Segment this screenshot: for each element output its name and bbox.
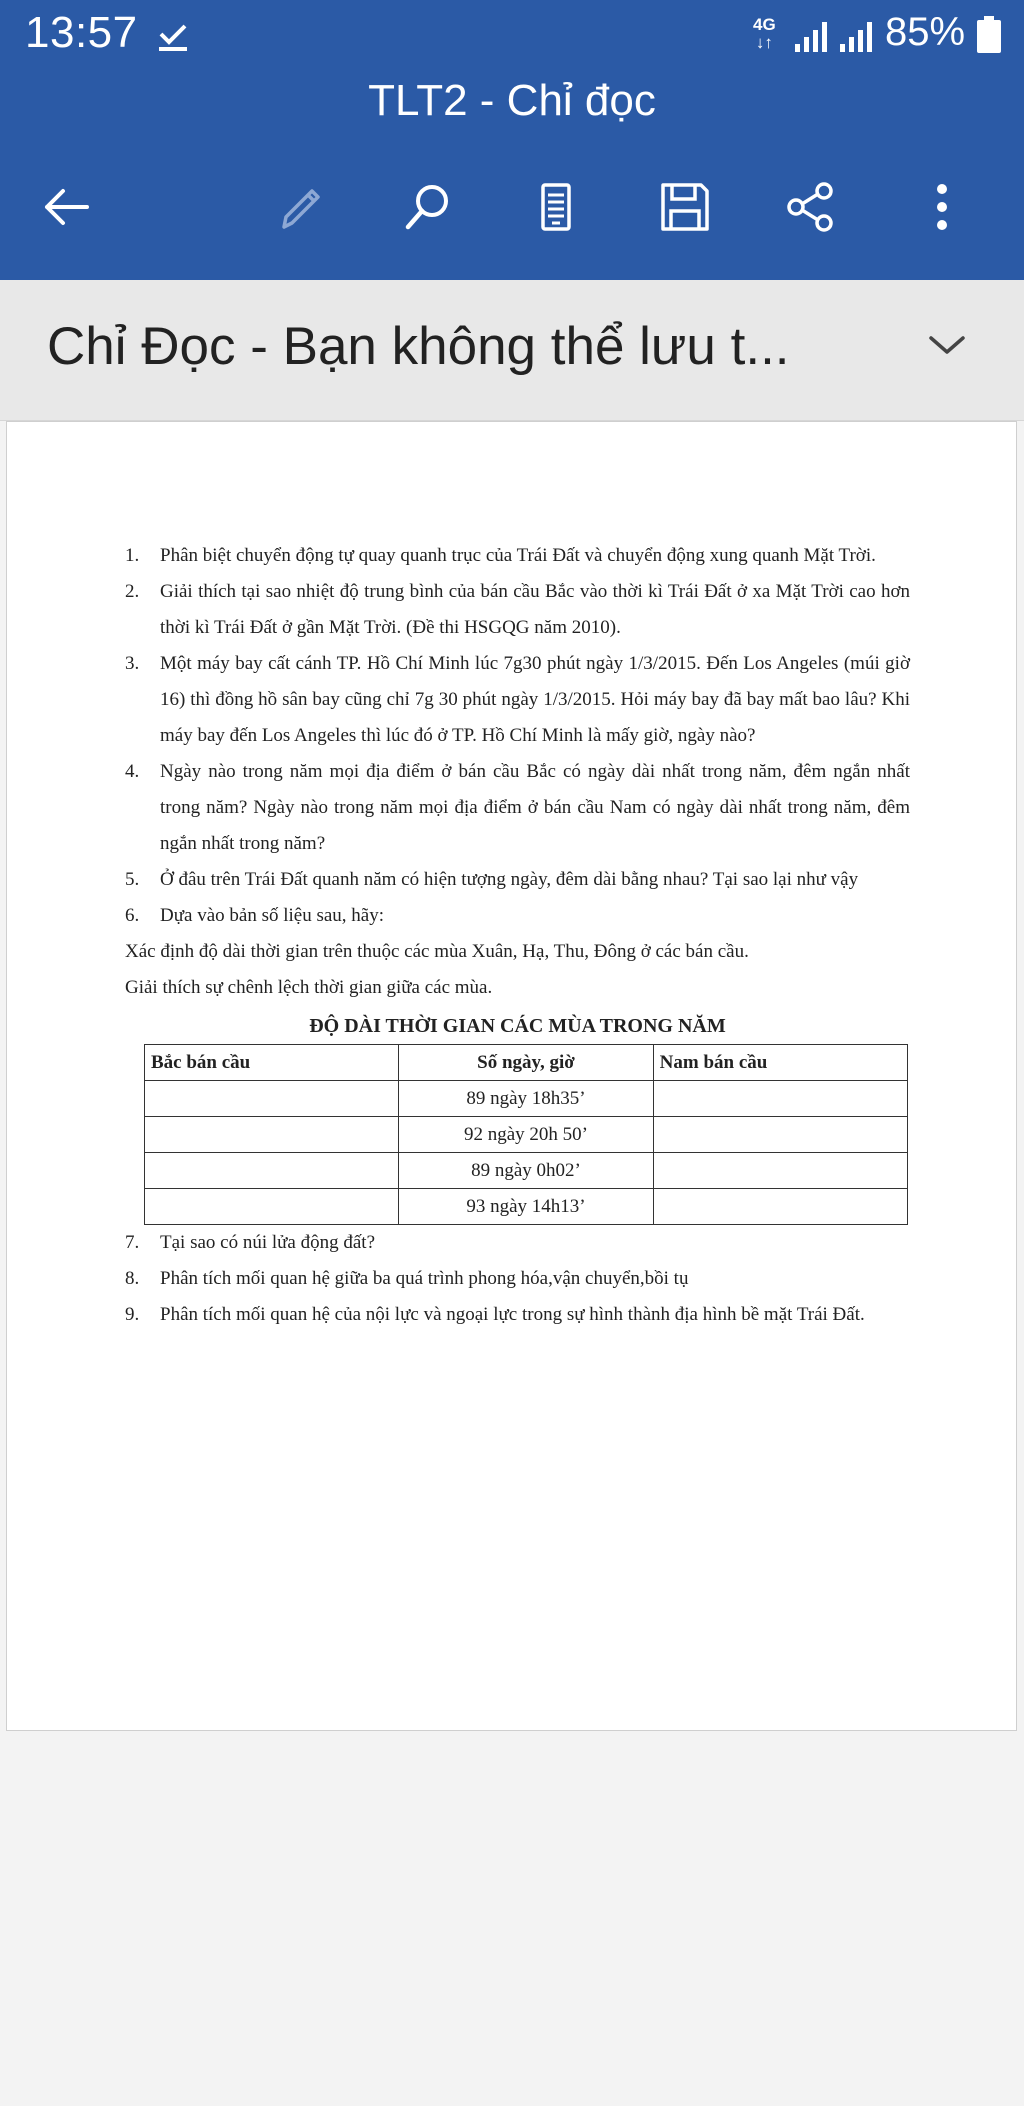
table-header-row bbox=[145, 1045, 908, 1081]
table-cell bbox=[653, 1117, 907, 1153]
list-item: 8. Phân tích mối quan hệ giữa ba quá trình phong hóa,vận chuyển,bồi tụ bbox=[125, 1268, 689, 1289]
share-icon bbox=[784, 179, 840, 235]
table-cell bbox=[145, 1081, 399, 1117]
table-title: ĐỘ DÀI THỜI GIAN CÁC MÙA TRONG NĂM bbox=[309, 1015, 726, 1037]
more-options-button[interactable] bbox=[907, 172, 977, 242]
table-cell: 89 ngày 0h02’ bbox=[399, 1153, 653, 1189]
share-button[interactable] bbox=[777, 172, 847, 242]
table-row bbox=[145, 1117, 908, 1153]
save-icon bbox=[657, 179, 713, 235]
table-header: Số ngày, giờ bbox=[399, 1045, 653, 1081]
battery-percentage: 85% bbox=[885, 10, 966, 54]
table-cell bbox=[145, 1117, 399, 1153]
pencil-icon bbox=[272, 179, 328, 235]
list-item: 6. Dựa vào bản số liệu sau, hãy: bbox=[125, 905, 384, 926]
table-row bbox=[145, 1153, 908, 1189]
signal-strength-2-icon bbox=[838, 18, 878, 54]
document-page bbox=[6, 421, 1017, 1731]
clock: 13:57 bbox=[25, 8, 138, 57]
app-header bbox=[0, 0, 1024, 280]
table-cell: 92 ngày 20h 50’ bbox=[399, 1117, 653, 1153]
read-only-banner[interactable] bbox=[0, 280, 1024, 421]
document-title: TLT2 - Chỉ đọc bbox=[368, 76, 656, 125]
list-item: 1. Phân biệt chuyển động tự quay quanh trục của Trái Đất và chuyển động xung quanh Mặt Trời. bbox=[125, 545, 876, 566]
table-cell bbox=[145, 1153, 399, 1189]
list-item: 7. Tại sao có núi lửa động đất? bbox=[125, 1232, 376, 1253]
download-complete-icon bbox=[155, 18, 191, 54]
table-header: Bắc bán cầu bbox=[145, 1045, 399, 1081]
list-item: 4. Ngày nào trong năm mọi địa điểm ở bán cầu Bắc có ngày dài nhất trong năm, đêm ngắn nhất trong năm? Ngày nào trong năm mọi địa điểm ở bán cầu Nam có ngày dài nhất trong năm, đêm ngắn nhất trong năm? bbox=[125, 761, 910, 854]
table-cell bbox=[653, 1189, 907, 1225]
save-button[interactable] bbox=[650, 172, 720, 242]
toolbar bbox=[0, 172, 1024, 252]
table-cell: 93 ngày 14h13’ bbox=[399, 1189, 653, 1225]
list-item: 9. Phân tích mối quan hệ của nội lực và ngoại lực trong sự hình thành địa hình bề mặt Trái Đất. bbox=[125, 1304, 865, 1325]
table-cell bbox=[653, 1153, 907, 1189]
reading-view-icon bbox=[528, 179, 584, 235]
edit-button[interactable] bbox=[265, 172, 335, 242]
battery-icon bbox=[975, 16, 1003, 54]
status-bar bbox=[0, 0, 1024, 70]
back-button[interactable] bbox=[30, 172, 100, 242]
instruction-text: Xác định độ dài thời gian trên thuộc các mùa Xuân, Hạ, Thu, Đông ở các bán cầu. bbox=[125, 941, 749, 962]
table-cell: 89 ngày 18h35’ bbox=[399, 1081, 653, 1117]
table-cell bbox=[145, 1189, 399, 1225]
table-cell bbox=[653, 1081, 907, 1117]
read-only-message: Chỉ Đọc - Bạn không thể lưu t... bbox=[47, 317, 790, 376]
list-item: 3. Một máy bay cất cánh TP. Hồ Chí Minh lúc 7g30 phút ngày 1/3/2015. Đến Los Angeles (múi giờ 16) thì đồng hồ sân bay cũng chỉ 7g 30 phút ngày 1/3/2015. Hỏi máy bay đã bay mất bao lâu? Khi máy bay đến Los Angeles thì lúc đó ở TP. Hồ Chí Minh là mấy giờ, ngày nào? bbox=[125, 653, 910, 746]
table-header: Nam bán cầu bbox=[653, 1045, 907, 1081]
instruction-text: Giải thích sự chênh lệch thời gian giữa các mùa. bbox=[125, 977, 493, 998]
back-arrow-icon bbox=[37, 179, 93, 235]
search-icon bbox=[400, 179, 456, 235]
season-length-table bbox=[144, 1044, 908, 1225]
table-row bbox=[145, 1081, 908, 1117]
table-row bbox=[145, 1189, 908, 1225]
document-body bbox=[125, 538, 910, 1333]
search-button[interactable] bbox=[393, 172, 463, 242]
more-options-icon bbox=[914, 179, 970, 235]
list-item: 5. Ở đâu trên Trái Đất quanh năm có hiện tượng ngày, đêm dài bằng nhau? Tại sao lại như vậy bbox=[125, 869, 859, 890]
signal-strength-icon bbox=[793, 18, 833, 54]
list-item: 2. Giải thích tại sao nhiệt độ trung bình của bán cầu Bắc vào thời kì Trái Đất ở xa Mặt Trời cao hơn thời kì Trái Đất ở gần Mặt Trời. (Đề thi HSGQG năm 2010). bbox=[125, 581, 910, 638]
network-type: 4G ↓↑ bbox=[753, 15, 776, 52]
reading-view-button[interactable] bbox=[521, 172, 591, 242]
chevron-down-icon[interactable] bbox=[925, 330, 969, 360]
